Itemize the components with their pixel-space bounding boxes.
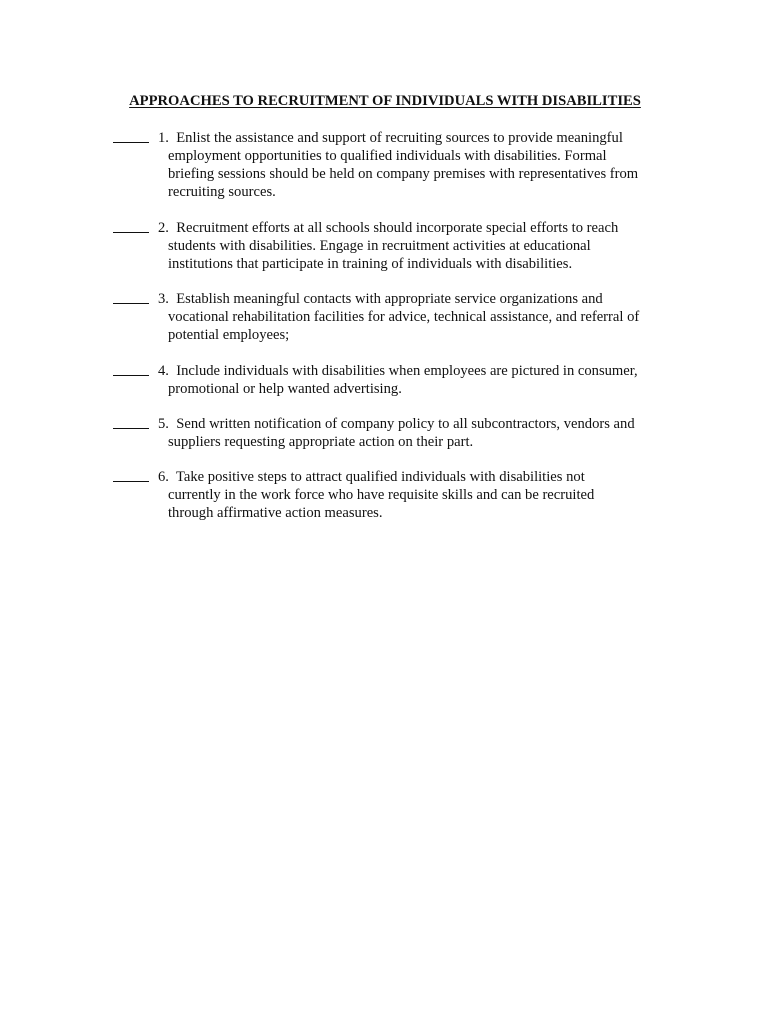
checkbox-blank-line-5[interactable]	[113, 415, 149, 429]
item-number-3: 3.	[158, 291, 169, 307]
item-number-6: 6.	[158, 469, 169, 485]
list-item-5	[113, 415, 673, 451]
checkbox-blank-line-3[interactable]	[113, 290, 149, 304]
list-item-2	[113, 219, 673, 273]
item-1-line-4: recruiting sources.	[168, 184, 276, 200]
item-1-line-2: employment opportunities to qualified individuals with disabilities. Formal	[168, 148, 607, 164]
item-3-line-1: Establish meaningful contacts with appropriate service organizations and	[176, 291, 603, 307]
item-5-line-1: Send written notification of company policy to all subcontractors, vendors and	[176, 416, 635, 432]
checkbox-blank-line-1[interactable]	[113, 129, 149, 143]
item-number-1: 1.	[158, 130, 169, 146]
checkbox-blank-line-2[interactable]	[113, 219, 149, 233]
item-number-5: 5.	[158, 416, 169, 432]
item-4-line-1: Include individuals with disabilities when employees are pictured in consumer,	[176, 363, 638, 379]
item-6-line-2: currently in the work force who have requisite skills and can be recruited	[168, 487, 595, 503]
item-2-line-2: students with disabilities. Engage in recruitment activities at educational	[168, 238, 591, 254]
item-3-line-2: vocational rehabilitation facilities for advice, technical assistance, and referral of	[168, 309, 640, 325]
item-3-line-3: potential employees;	[168, 327, 290, 343]
checkbox-blank-line-6[interactable]	[113, 468, 149, 482]
list-item-4	[113, 362, 673, 398]
item-5-line-2: suppliers requesting appropriate action on their part.	[168, 434, 474, 450]
item-2-line-1: Recruitment efforts at all schools should incorporate special efforts to reach	[176, 220, 619, 236]
item-number-2: 2.	[158, 220, 169, 236]
item-4-line-2: promotional or help wanted advertising.	[168, 381, 402, 397]
list-item-6	[113, 468, 673, 522]
checkbox-blank-line-4[interactable]	[113, 362, 149, 376]
list-item-3	[113, 290, 673, 344]
item-6-line-1: Take positive steps to attract qualified individuals with disabilities not	[176, 469, 585, 485]
item-1-line-3: briefing sessions should be held on company premises with representatives from	[168, 166, 639, 182]
document-title-text: APPROACHES TO RECRUITMENT OF INDIVIDUALS WITH DISABILITIES	[129, 93, 641, 109]
item-1-line-1: Enlist the assistance and support of recruiting sources to provide meaningful	[176, 130, 623, 146]
item-number-4: 4.	[158, 363, 169, 379]
item-6-line-3: through affirmative action measures.	[168, 505, 383, 521]
document-title	[0, 93, 770, 110]
list-item-1	[113, 129, 673, 201]
item-2-line-3: institutions that participate in training of individuals with disabilities.	[168, 256, 573, 272]
